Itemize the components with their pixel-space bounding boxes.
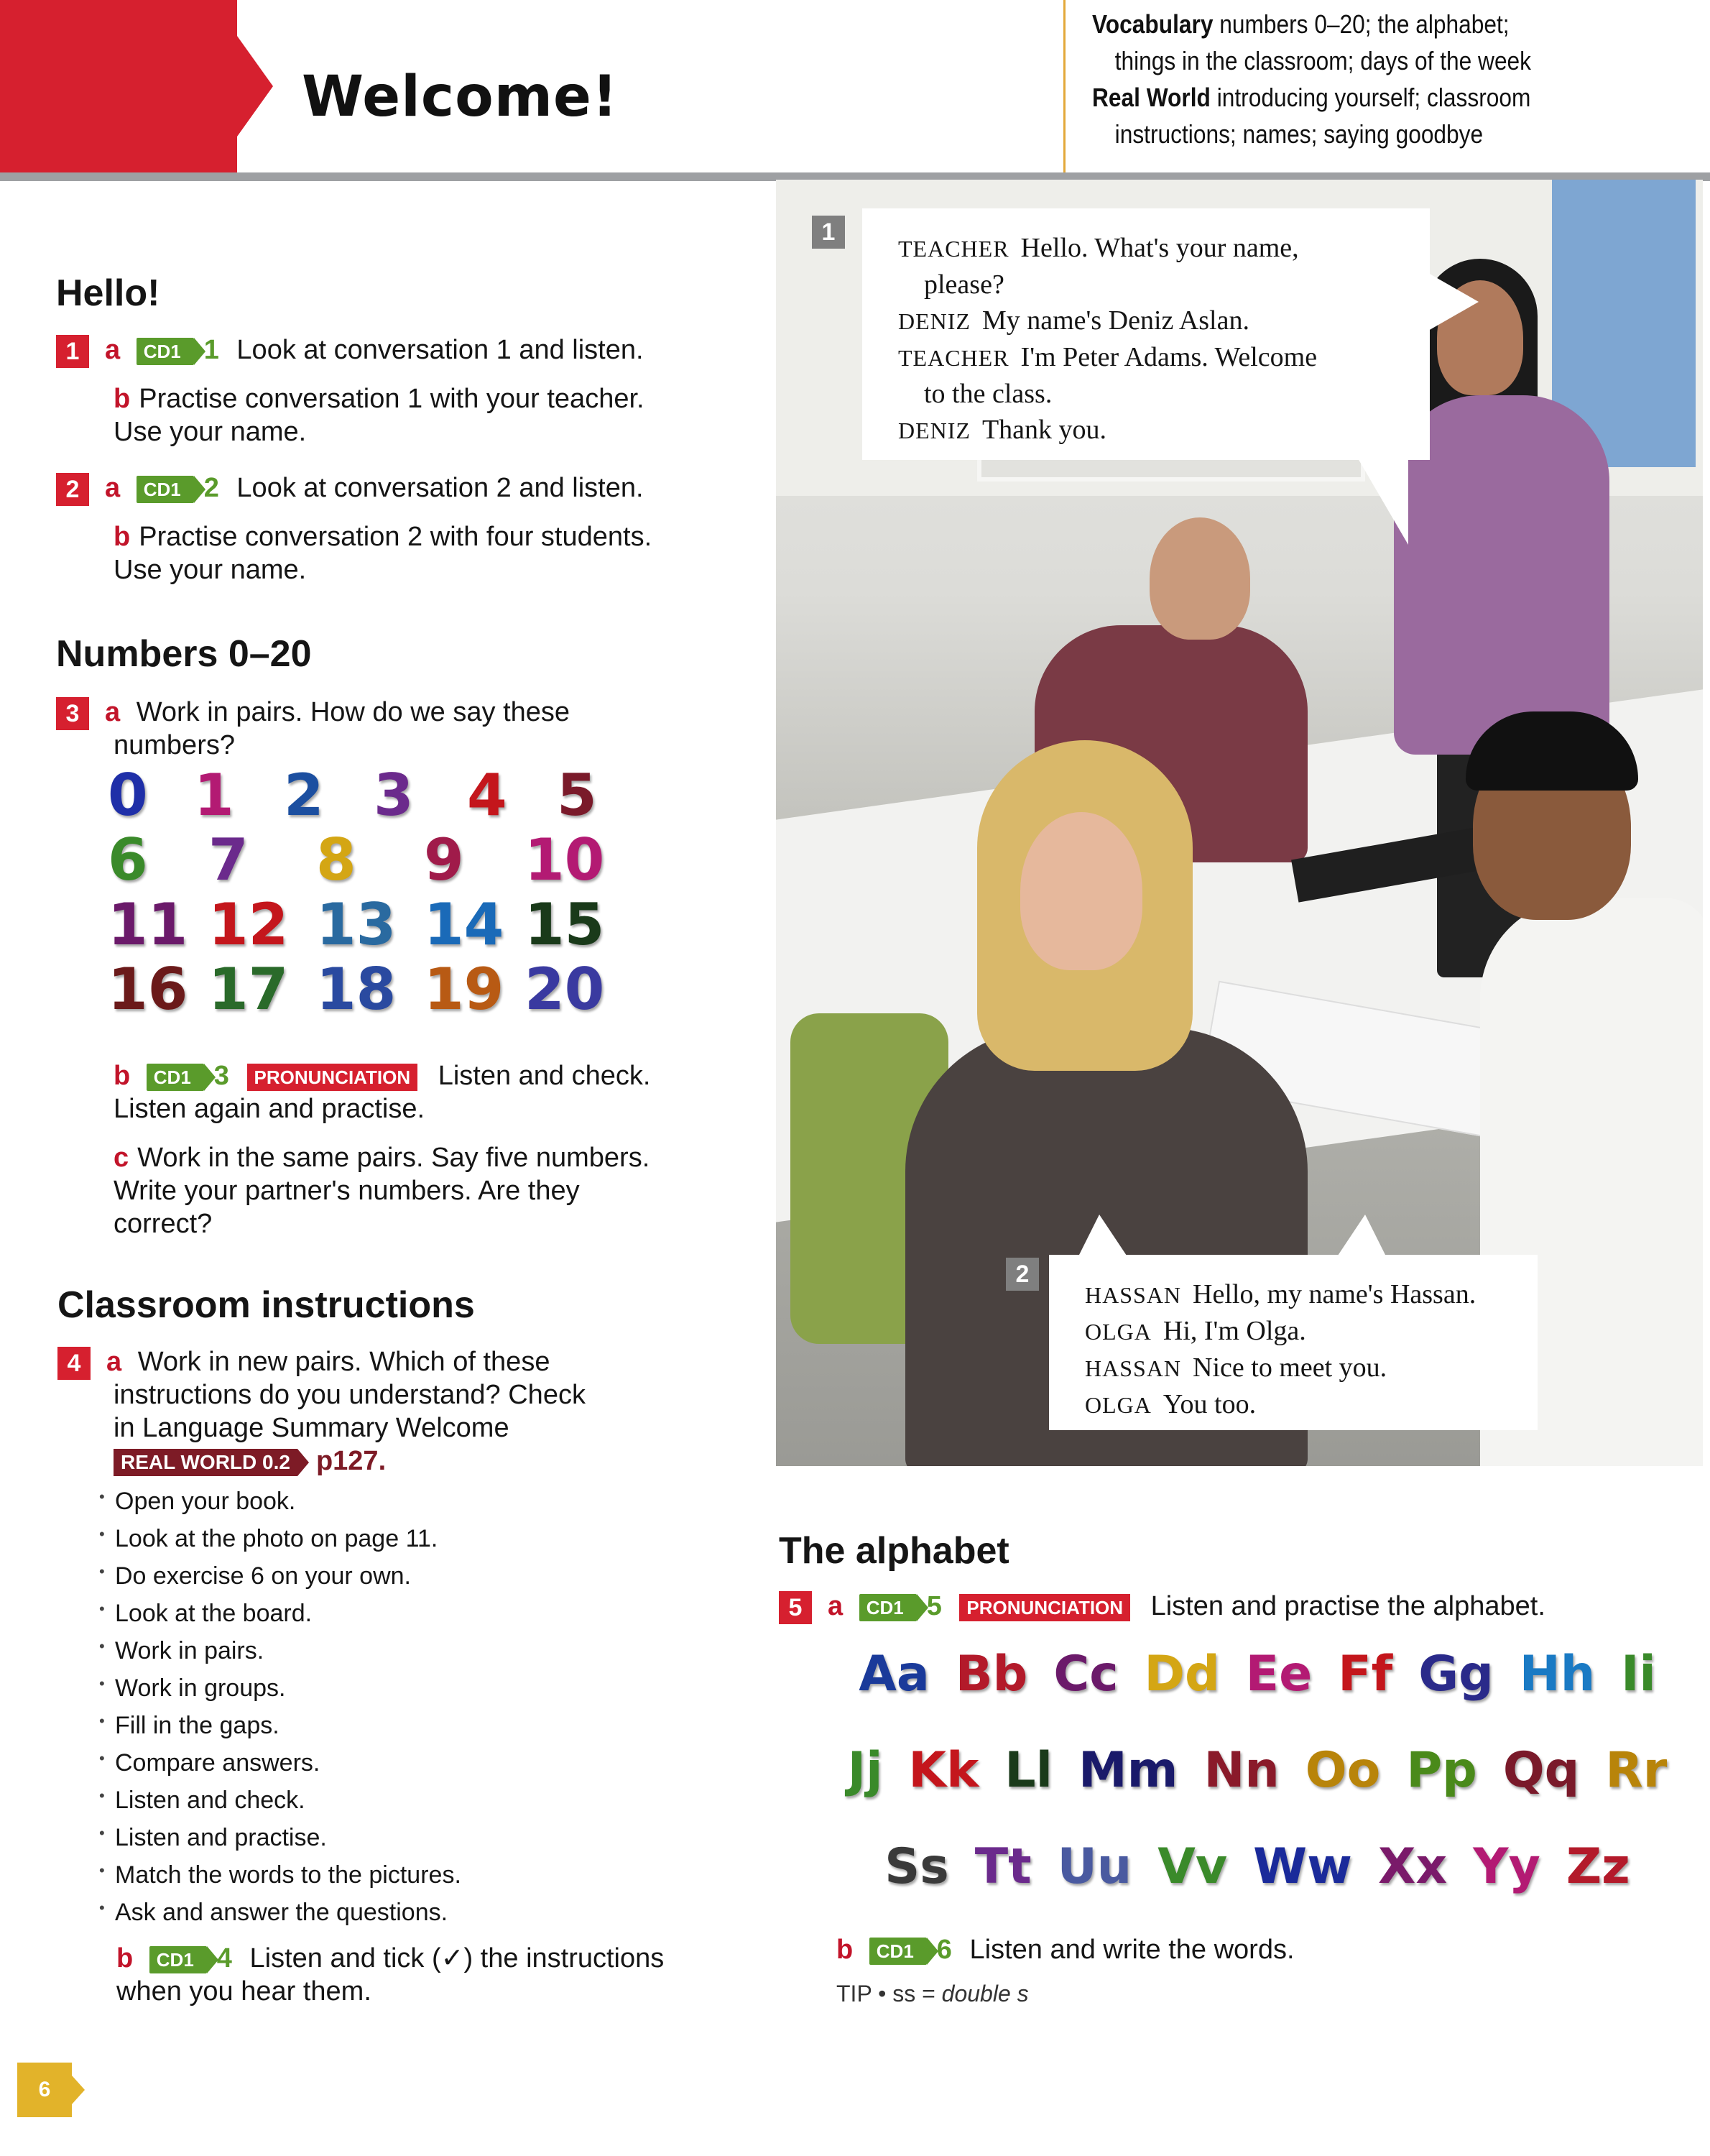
speech-text: to the class. <box>924 379 1053 409</box>
cd-badge: CD1 <box>149 1946 207 1973</box>
exercise-text: Listen and practise the alphabet. <box>1150 1591 1545 1621</box>
tip-note <box>836 1981 1029 2007</box>
number-8: 8 <box>316 826 356 893</box>
exercise-number: 3 <box>56 697 89 730</box>
conversation-line <box>1085 1313 1516 1350</box>
speaker-name: DENIZ <box>898 308 971 334</box>
exercise-2b <box>114 520 652 586</box>
instruction-item: • Work in pairs. <box>115 1637 264 1665</box>
exercise-letter: a <box>106 1347 122 1377</box>
unit-overview <box>1092 6 1623 152</box>
alphabet-letter-t: Tt <box>974 1838 1032 1895</box>
exercise-3a-cont: numbers? <box>114 730 235 760</box>
number-9: 9 <box>424 826 464 893</box>
exercise-text: Work in pairs. How do we say these <box>136 697 570 727</box>
number-5: 5 <box>557 762 597 829</box>
header-divider <box>1063 0 1066 172</box>
exercise-letter: b <box>114 522 131 552</box>
speaker-name: OLGA <box>1085 1319 1152 1345</box>
exercise-number: 2 <box>56 473 89 506</box>
instruction-item: • Listen and check. <box>115 1787 305 1815</box>
alphabet-heading: The alphabet <box>779 1530 1009 1572</box>
vocab-label: Vocabulary <box>1092 9 1214 39</box>
exercise-3b-cont: Listen again and practise. <box>114 1094 425 1124</box>
real-world-label: Real World <box>1092 83 1211 112</box>
number-13: 13 <box>316 891 397 958</box>
alphabet-letter-e: Ee <box>1245 1646 1313 1703</box>
exercise-letter: c <box>114 1143 129 1173</box>
number-20: 20 <box>524 956 605 1023</box>
instruction-item: • Ask and answer the questions. <box>115 1899 448 1927</box>
speech-text: Thank you. <box>981 415 1107 445</box>
cd-track: 1 <box>203 335 219 365</box>
speech-text: You too. <box>1163 1389 1257 1419</box>
exercise-5b <box>836 1933 1295 1966</box>
exercise-letter: a <box>828 1591 844 1621</box>
alphabet-letter-o: Oo <box>1305 1742 1381 1799</box>
number-18: 18 <box>316 956 397 1023</box>
alphabet-letter-z: Zz <box>1566 1838 1630 1895</box>
bubble-1-tail-right <box>1428 273 1479 331</box>
tip-text: ss = <box>892 1981 942 2007</box>
header-arrow-icon <box>237 36 273 137</box>
number-12: 12 <box>208 891 289 958</box>
exercise-letter: b <box>836 1935 854 1965</box>
alphabet-letter-r: Rr <box>1605 1742 1668 1799</box>
tip-italic: double s <box>941 1981 1029 2007</box>
conversation-2-bubble <box>1049 1255 1538 1430</box>
vocab-text-1: numbers 0–20; the alphabet; <box>1219 9 1510 39</box>
exercise-text: Practise conversation 1 with your teacher. <box>139 384 644 414</box>
instruction-item: • Compare answers. <box>115 1749 320 1777</box>
alphabet-row-1 <box>812 1646 1703 1703</box>
alphabet-letter-s: Ss <box>884 1838 949 1895</box>
exercise-text: Use your name. <box>114 555 307 585</box>
alphabet-letter-f: Ff <box>1338 1646 1393 1703</box>
number-16: 16 <box>108 956 188 1023</box>
exercise-text: Listen and write the words. <box>969 1935 1295 1965</box>
conversation-line <box>898 376 1408 412</box>
exercise-4b-cont: when you hear them. <box>116 1976 371 2007</box>
alphabet-letter-a: Aa <box>859 1646 930 1703</box>
instruction-item: • Look at the board. <box>115 1600 312 1628</box>
alphabet-letter-x: Xx <box>1378 1838 1448 1895</box>
number-2: 2 <box>284 762 324 829</box>
number-11: 11 <box>108 891 188 958</box>
pronunciation-badge: PRONUNCIATION <box>247 1064 418 1091</box>
conversation-line <box>898 267 1408 303</box>
cd-track: 6 <box>936 1935 952 1965</box>
exercise-text: in Language Summary Welcome <box>114 1413 509 1443</box>
number-10: 10 <box>524 826 605 893</box>
exercise-number: 5 <box>779 1591 812 1624</box>
instruction-item: • Match the words to the pictures. <box>115 1861 461 1889</box>
exercise-letter: b <box>114 384 131 414</box>
instruction-item: • Do exercise 6 on your own. <box>115 1562 411 1590</box>
number-17: 17 <box>208 956 289 1023</box>
exercise-text: Work in new pairs. Which of these <box>137 1347 550 1377</box>
speech-text: My name's Deniz Aslan. <box>981 305 1249 336</box>
exercise-number: 1 <box>56 335 89 368</box>
alphabet-letter-v: Vv <box>1157 1838 1228 1895</box>
exercise-3c <box>114 1141 650 1240</box>
alphabet-letter-l: Ll <box>1004 1742 1053 1799</box>
exercise-2a <box>56 471 644 506</box>
exercise-letter: b <box>116 1943 134 1973</box>
bubble-1-tail-down <box>1358 459 1408 545</box>
exercise-text: correct? <box>114 1209 213 1239</box>
speech-text: Hello. What's your name, <box>1020 233 1299 263</box>
exercise-text: Work in the same pairs. Say five numbers. <box>137 1143 650 1173</box>
exercise-1b <box>114 382 644 448</box>
alphabet-letter-u: Uu <box>1057 1838 1132 1895</box>
exercise-4b <box>116 1942 664 1975</box>
alphabet-letter-k: Kk <box>908 1742 979 1799</box>
alphabet-row-3 <box>812 1838 1703 1895</box>
cd-track: 4 <box>216 1943 232 1973</box>
number-3: 3 <box>374 762 414 829</box>
page-number-arrow-icon <box>72 2076 85 2104</box>
classroom-photo <box>776 180 1703 1466</box>
exercise-3a <box>56 696 570 730</box>
number-6: 6 <box>108 826 148 893</box>
number-0: 0 <box>108 762 148 829</box>
speech-text: Nice to meet you. <box>1193 1353 1387 1383</box>
cd-badge: CD1 <box>869 1938 927 1965</box>
classroom-heading: Classroom instructions <box>57 1284 475 1326</box>
conversation-line <box>1085 1350 1516 1386</box>
page-number: 6 <box>17 2063 72 2117</box>
cd-track: 3 <box>213 1061 229 1091</box>
exercise-text: Write your partner's numbers. Are they <box>114 1176 580 1206</box>
exercise-letter: a <box>105 473 121 503</box>
unit-header <box>0 0 1710 180</box>
number-14: 14 <box>424 891 504 958</box>
instruction-item: • Open your book. <box>115 1488 295 1516</box>
page-reference: p127. <box>315 1446 387 1476</box>
cd-track: 2 <box>203 473 219 503</box>
exercise-number: 4 <box>57 1347 91 1380</box>
instruction-item: • Fill in the gaps. <box>115 1712 279 1740</box>
tip-label: TIP • <box>836 1981 887 2007</box>
speech-text: Hi, I'm Olga. <box>1163 1316 1306 1346</box>
number-7: 7 <box>208 826 249 893</box>
alphabet-letter-n: Nn <box>1203 1742 1280 1799</box>
alphabet-letter-i: Ii <box>1621 1646 1656 1703</box>
number-1: 1 <box>194 762 234 829</box>
speech-text: please? <box>924 270 1004 300</box>
conversation-1-bubble <box>862 208 1430 460</box>
header-red-block <box>0 0 237 172</box>
conversation-line <box>1085 1276 1516 1313</box>
exercise-letter: b <box>114 1061 131 1091</box>
exercise-text: instructions do you understand? Check <box>114 1380 586 1410</box>
page-title: Welcome! <box>302 65 619 129</box>
exercise-4a-cont <box>114 1378 586 1478</box>
number-15: 15 <box>524 891 605 958</box>
conversation-line <box>898 412 1408 448</box>
speech-text: I'm Peter Adams. Welcome <box>1020 342 1318 372</box>
exercise-text: Use your name. <box>114 417 307 447</box>
instruction-item: • Work in groups. <box>115 1674 285 1703</box>
exercise-text: Look at conversation 2 and listen. <box>236 473 644 503</box>
conversation-line <box>898 303 1408 339</box>
alphabet-letter-w: Ww <box>1253 1838 1352 1895</box>
alphabet-letter-q: Qq <box>1502 1742 1580 1799</box>
exercise-1a <box>56 333 644 368</box>
speaker-name: HASSAN <box>1085 1355 1182 1381</box>
alphabet-letter-d: Dd <box>1144 1646 1220 1703</box>
exercise-text: Look at conversation 1 and listen. <box>236 335 644 365</box>
cd-badge: CD1 <box>859 1594 917 1621</box>
exercise-3b <box>114 1059 650 1092</box>
speaker-name: DENIZ <box>898 418 971 443</box>
exercise-5a <box>779 1590 1545 1624</box>
alphabet-letter-b: Bb <box>955 1646 1028 1703</box>
exercise-text: Listen and check. <box>438 1061 651 1091</box>
exercise-4a <box>57 1345 550 1380</box>
speaker-name: OLGA <box>1085 1392 1152 1418</box>
speaker-name: HASSAN <box>1085 1282 1182 1308</box>
instruction-item: • Listen and practise. <box>115 1824 327 1852</box>
bubble-2-tail-right <box>1336 1215 1387 1258</box>
exercise-text: Listen and tick (✓) the instructions <box>249 1943 665 1973</box>
instruction-item: • Look at the photo on page 11. <box>115 1525 438 1553</box>
exercise-letter: a <box>105 697 121 727</box>
vocab-text-2: things in the classroom; days of the week <box>1114 46 1532 75</box>
real-world-text-1: introducing yourself; classroom <box>1216 83 1531 112</box>
alphabet-letter-h: Hh <box>1519 1646 1596 1703</box>
hello-heading: Hello! <box>56 272 160 314</box>
alphabet-letter-c: Cc <box>1053 1646 1119 1703</box>
cd-badge: CD1 <box>147 1064 204 1091</box>
bubble-2-tail-left <box>1078 1215 1128 1258</box>
conversation-line <box>898 339 1408 376</box>
conversation-2-number: 2 <box>1006 1258 1039 1291</box>
alphabet-row-2 <box>812 1742 1703 1799</box>
number-19: 19 <box>424 956 504 1023</box>
number-4: 4 <box>467 762 507 829</box>
numbers-heading: Numbers 0–20 <box>56 633 312 675</box>
speaker-name: TEACHER <box>898 345 1009 371</box>
pronunciation-badge: PRONUNCIATION <box>959 1594 1130 1621</box>
alphabet-letter-g: Gg <box>1418 1646 1494 1703</box>
alphabet-letter-j: Jj <box>847 1742 883 1799</box>
speech-text: Hello, my name's Hassan. <box>1193 1279 1476 1309</box>
real-world-text-2: instructions; names; saying goodbye <box>1114 119 1484 149</box>
alphabet-letter-y: Yy <box>1473 1838 1540 1895</box>
alphabet-letter-m: Mm <box>1078 1742 1178 1799</box>
cd-badge: CD1 <box>137 476 194 503</box>
real-world-badge: REAL WORLD 0.2 <box>114 1449 297 1476</box>
alphabet-letter-p: Pp <box>1406 1742 1477 1799</box>
exercise-text: Practise conversation 2 with four students. <box>139 522 652 552</box>
conversation-line <box>1085 1386 1516 1423</box>
conversation-line <box>898 230 1408 267</box>
cd-track: 5 <box>926 1591 942 1621</box>
cd-badge: CD1 <box>137 338 194 365</box>
exercise-letter: a <box>105 335 121 365</box>
speaker-name: TEACHER <box>898 236 1009 262</box>
conversation-1-number: 1 <box>812 216 845 249</box>
